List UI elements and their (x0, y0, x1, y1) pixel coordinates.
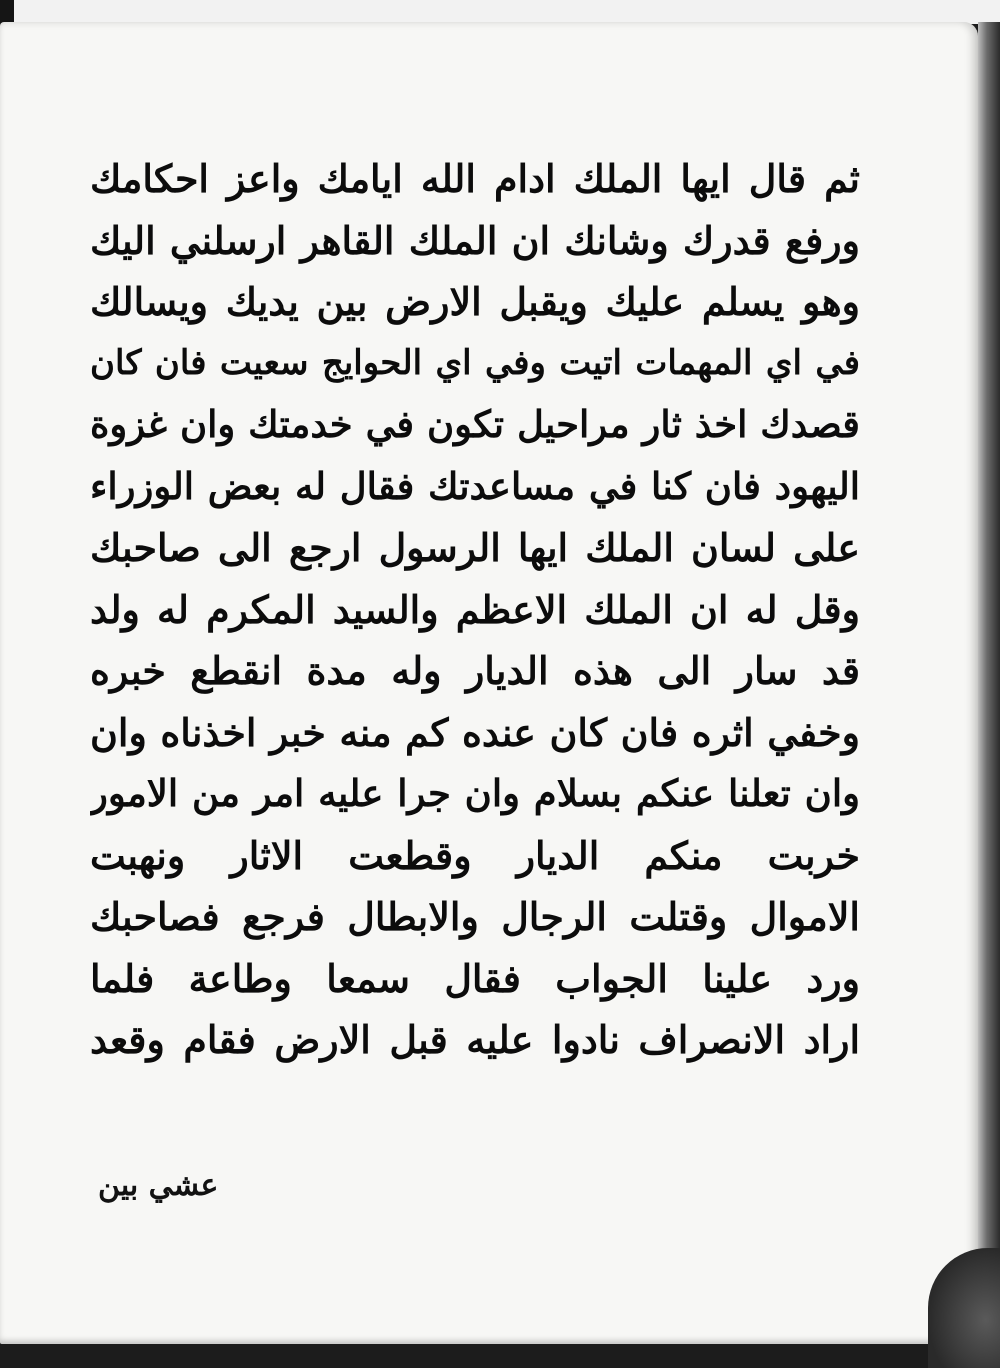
text-line: الاموال وقتلت الرجال والابطال فرجع فصاحبك (90, 894, 860, 939)
page-edge-shadow (978, 22, 1000, 1368)
text-line: قد سار الى هذه الديار وله مدة انقطع خبره (90, 648, 860, 693)
text-line: وقل له ان الملك الاعظم والسيد المكرم له ولد (90, 586, 860, 632)
text-line: خربت منكم الديار وقطعت الاثار ونهبت (90, 832, 860, 878)
catchword: عشي بين (98, 1168, 219, 1203)
text-line: على لسان الملك ايها الرسول ارجع الى صاحبك (90, 525, 860, 570)
text-line: وان تعلنا عنكم بسلام وان جرا عليه امر من الامور (90, 771, 860, 815)
text-line: اراد الانصراف نادوا عليه قبل الارض فقام وقعد (90, 1017, 860, 1062)
text-line: ورد علينا الجواب فقال سمعا وطاعة فلما (90, 955, 860, 1001)
text-line: ورفع قدرك وشانك ان الملك القاهر ارسلني اليك (90, 217, 860, 263)
text-line: قصدك اخذ ثار مراحيل تكون في خدمتك وان غزوة (90, 402, 860, 446)
text-line: ثم قال ايها الملك ادام الله ايامك واعز احكامك (90, 156, 860, 201)
previous-page-strip (0, 0, 1000, 24)
binding-shadow (0, 0, 14, 24)
text-line: اليهود فان كنا في مساعدتك فقال له بعض الوزراء (90, 463, 860, 508)
text-line: وهو يسلم عليك ويقبل الارض بين يديك ويسالك (90, 279, 860, 324)
manuscript-text (90, 148, 860, 1071)
text-line: وخفي اثره فان كان عنده كم منه خبر اخذناه وان (90, 709, 860, 755)
text-line: في اي المهمات اتيت وفي اي الحوايج سعيت فان كان (90, 342, 860, 383)
